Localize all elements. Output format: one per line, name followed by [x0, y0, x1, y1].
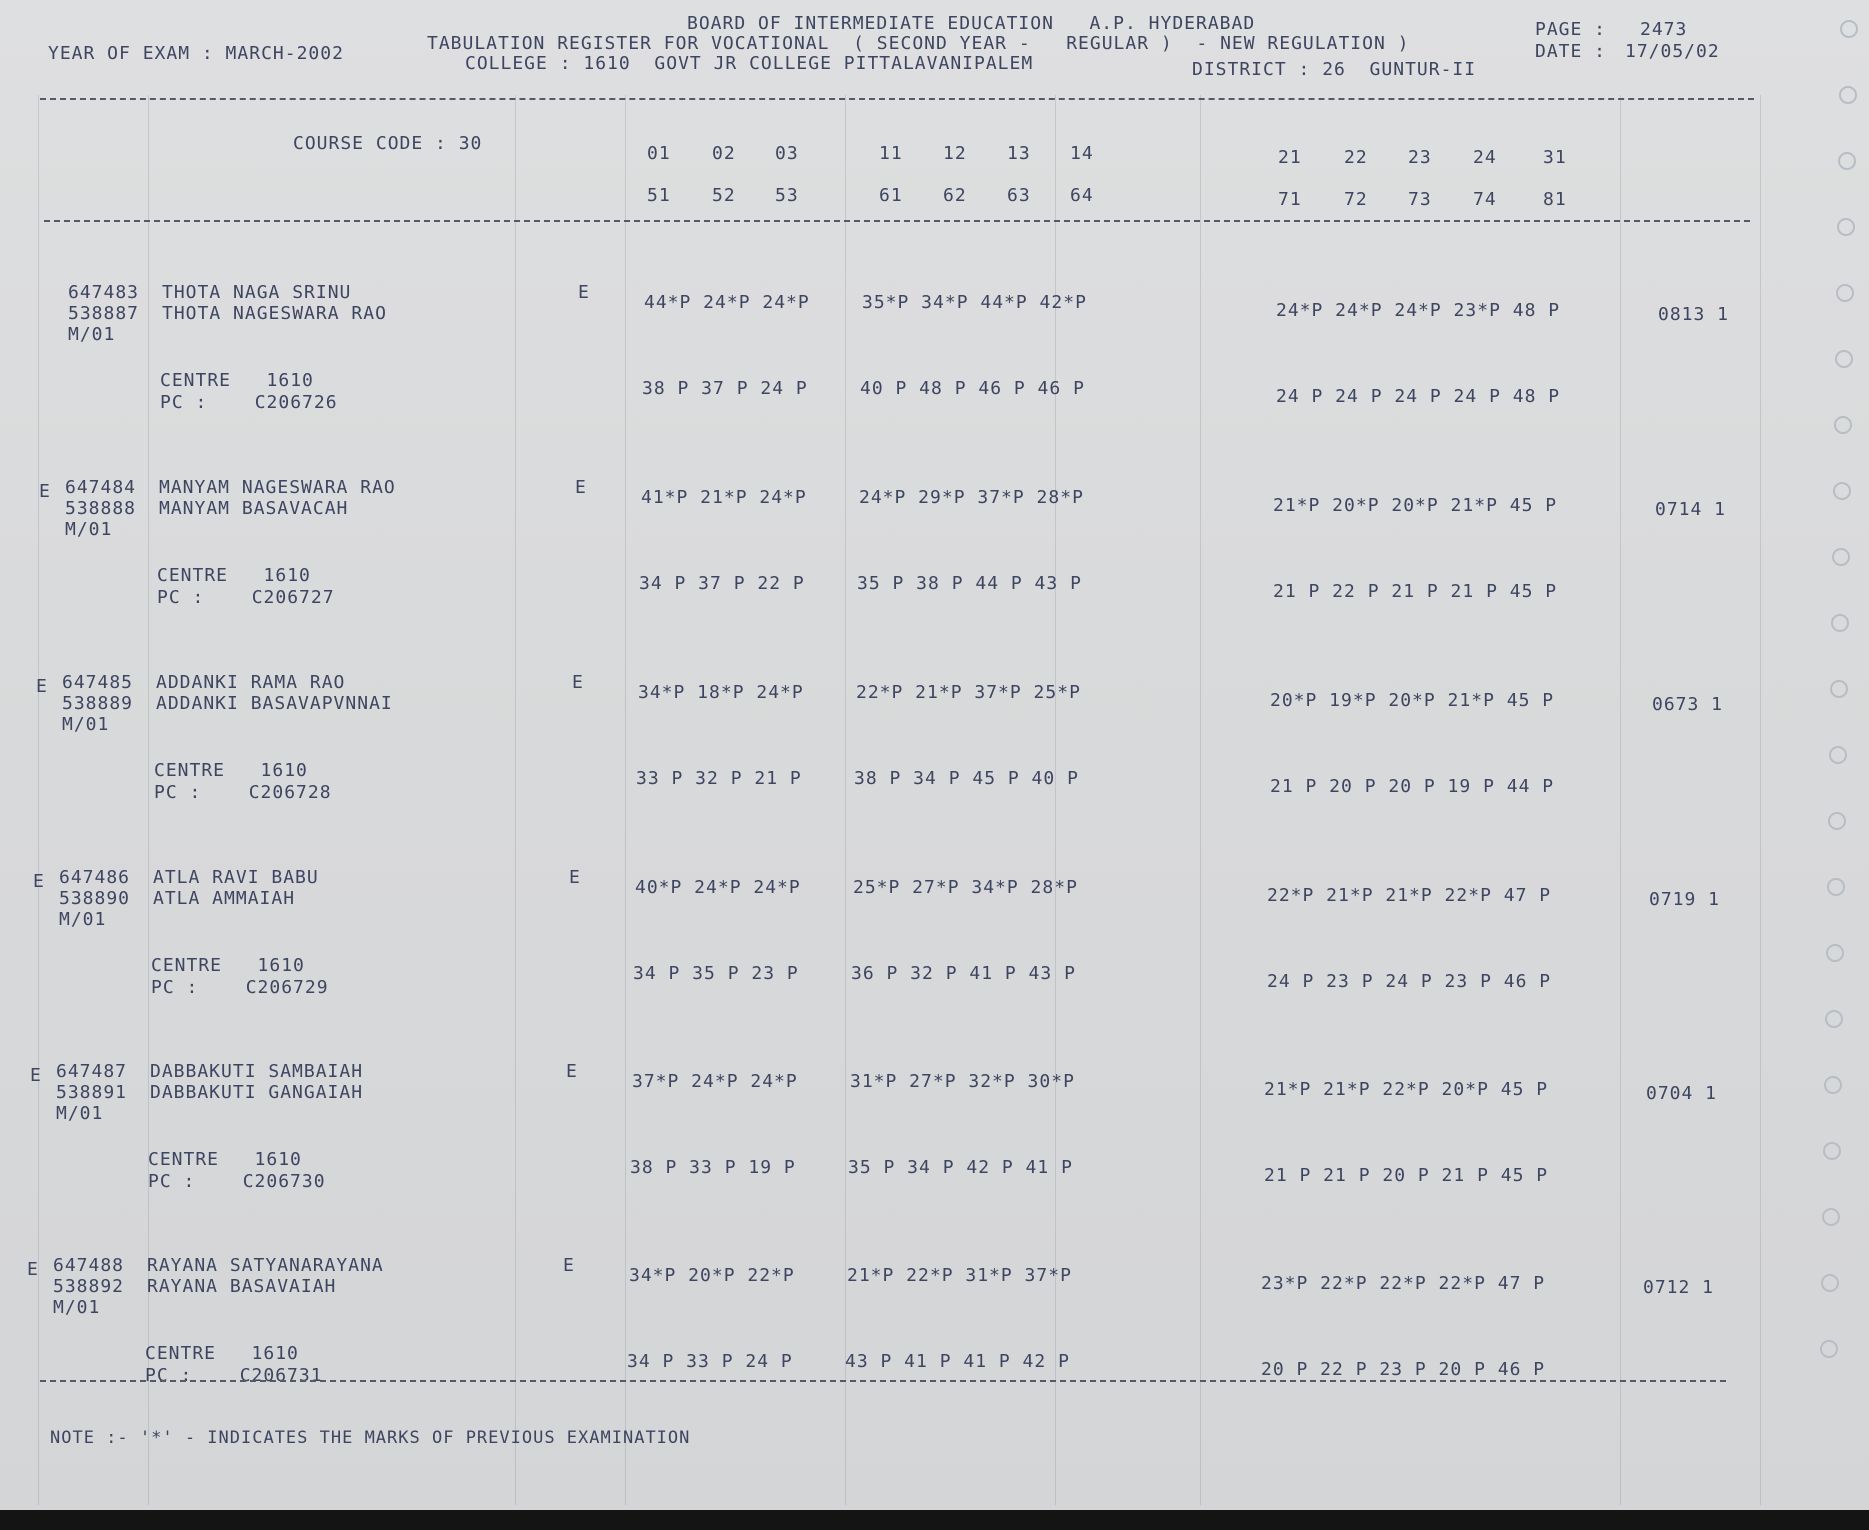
father-name: ADDANKI BASAVAPVNNAI: [156, 693, 393, 714]
father-name: ATLA AMMAIAH: [153, 888, 296, 909]
pc-number: PC : C206727: [157, 587, 335, 608]
marks-second-year-part-a: 34 P 37 P 22 P: [639, 573, 805, 594]
date-label: DATE :: [1535, 41, 1607, 62]
column-code: 52: [712, 185, 736, 206]
column-code: 63: [1007, 185, 1031, 206]
marks-second-year-part-c: 21 P 21 P 20 P 21 P 45 P: [1264, 1165, 1549, 1186]
centre-code: CENTRE 1610: [151, 955, 305, 976]
sprocket-hole: [1821, 1274, 1839, 1292]
marks-first-year-part-a: 40*P 24*P 24*P: [635, 877, 801, 898]
column-code: 72: [1344, 189, 1368, 210]
group-code: M/01: [68, 324, 116, 345]
district-line: DISTRICT : 26 GUNTUR-II: [1192, 59, 1477, 80]
column-code: 21: [1278, 147, 1302, 168]
marks-second-year-part-b: 38 P 34 P 45 P 40 P: [854, 768, 1079, 789]
father-name: DABBAKUTI GANGAIAH: [150, 1082, 364, 1103]
column-code: 62: [943, 185, 967, 206]
college-line: COLLEGE : 1610 GOVT JR COLLEGE PITTALAVANIPALEM: [465, 53, 1034, 74]
hall-ticket-no: 647484: [65, 477, 137, 498]
column-code: 73: [1408, 189, 1432, 210]
hall-ticket-no: 647483: [68, 282, 140, 303]
column-code: 14: [1070, 143, 1094, 164]
column-code: 01: [647, 143, 671, 164]
medium-code: E: [578, 282, 590, 303]
marks-first-year-part-a: 44*P 24*P 24*P: [644, 292, 810, 313]
father-name: THOTA NAGESWARA RAO: [162, 303, 387, 324]
reference-no: 538887: [68, 303, 140, 324]
sprocket-hole: [1834, 416, 1852, 434]
candidate-name: ADDANKI RAMA RAO: [156, 672, 346, 693]
marks-second-year-part-c: 21 P 20 P 20 P 19 P 44 P: [1270, 776, 1555, 797]
footer-divider: [40, 1380, 1726, 1382]
sprocket-hole: [1826, 944, 1844, 962]
record-flag: E: [36, 676, 48, 697]
column-code: 53: [775, 185, 799, 206]
group-code: M/01: [59, 909, 107, 930]
group-code: M/01: [53, 1297, 101, 1318]
sprocket-hole: [1830, 680, 1848, 698]
pc-number: PC : C206728: [154, 782, 332, 803]
column-code: 24: [1473, 147, 1497, 168]
centre-code: CENTRE 1610: [145, 1343, 299, 1364]
board-title: BOARD OF INTERMEDIATE EDUCATION A.P. HYDERABAD: [687, 13, 1256, 34]
group-code: M/01: [56, 1103, 104, 1124]
marks-second-year-part-a: 38 P 37 P 24 P: [642, 378, 808, 399]
hall-ticket-no: 647485: [62, 672, 134, 693]
record-flag: E: [33, 871, 45, 892]
sprocket-hole: [1829, 746, 1847, 764]
sprocket-hole: [1827, 878, 1845, 896]
marks-second-year-part-b: 36 P 32 P 41 P 43 P: [851, 963, 1076, 984]
grand-total: 0712 1: [1643, 1277, 1715, 1298]
column-code: 51: [647, 185, 671, 206]
medium-code: E: [572, 672, 584, 693]
reference-no: 538892: [53, 1276, 125, 1297]
medium-code: E: [569, 867, 581, 888]
pc-number: PC : C206729: [151, 977, 329, 998]
marks-first-year-part-a: 37*P 24*P 24*P: [632, 1071, 798, 1092]
marks-first-year-part-b: 31*P 27*P 32*P 30*P: [850, 1071, 1075, 1092]
column-code: 81: [1543, 189, 1567, 210]
group-code: M/01: [62, 714, 110, 735]
father-name: RAYANA BASAVAIAH: [147, 1276, 337, 1297]
year-of-exam: YEAR OF EXAM : MARCH-2002: [48, 43, 344, 64]
hall-ticket-no: 647486: [59, 867, 131, 888]
table-edge: [0, 1510, 1869, 1530]
pc-number: PC : C206726: [160, 392, 338, 413]
marks-second-year-part-b: 35 P 34 P 42 P 41 P: [848, 1157, 1073, 1178]
sprocket-hole: [1825, 1010, 1843, 1028]
column-code: 31: [1543, 147, 1567, 168]
page-number: 2473: [1640, 19, 1688, 40]
sprocket-hole: [1824, 1076, 1842, 1094]
marks-second-year-part-a: 38 P 33 P 19 P: [630, 1157, 796, 1178]
column-code: 23: [1408, 147, 1432, 168]
marks-second-year-part-a: 33 P 32 P 21 P: [636, 768, 802, 789]
column-code: 03: [775, 143, 799, 164]
record-flag: E: [27, 1259, 39, 1280]
grand-total: 0673 1: [1652, 694, 1724, 715]
centre-code: CENTRE 1610: [157, 565, 311, 586]
marks-first-year-part-c: 23*P 22*P 22*P 22*P 47 P: [1261, 1273, 1546, 1294]
candidate-name: DABBAKUTI SAMBAIAH: [150, 1061, 364, 1082]
marks-first-year-part-a: 41*P 21*P 24*P: [641, 487, 807, 508]
centre-code: CENTRE 1610: [160, 370, 314, 391]
marks-first-year-part-b: 21*P 22*P 31*P 37*P: [847, 1265, 1072, 1286]
footer-note: NOTE :- '*' - INDICATES THE MARKS OF PREVIOUS EXAMINATION: [50, 1428, 691, 1448]
sprocket-hole: [1832, 548, 1850, 566]
sprocket-hole: [1838, 152, 1856, 170]
reference-no: 538889: [62, 693, 134, 714]
record-flag: E: [30, 1065, 42, 1086]
column-code: 22: [1344, 147, 1368, 168]
page-label: PAGE :: [1535, 19, 1607, 40]
column-code: 64: [1070, 185, 1094, 206]
group-code: M/01: [65, 519, 113, 540]
record-flag: E: [39, 481, 51, 502]
marks-second-year-part-a: 34 P 35 P 23 P: [633, 963, 799, 984]
grand-total: 0719 1: [1649, 889, 1721, 910]
course-code: COURSE CODE : 30: [293, 133, 483, 154]
column-header-divider: [44, 220, 1750, 222]
sprocket-hole: [1840, 20, 1858, 38]
sprocket-hole: [1835, 350, 1853, 368]
marks-second-year-part-c: 20 P 22 P 23 P 20 P 46 P: [1261, 1359, 1546, 1380]
centre-code: CENTRE 1610: [148, 1149, 302, 1170]
sprocket-hole: [1823, 1142, 1841, 1160]
marks-first-year-part-c: 20*P 19*P 20*P 21*P 45 P: [1270, 690, 1555, 711]
hall-ticket-no: 647488: [53, 1255, 125, 1276]
column-code: 61: [879, 185, 903, 206]
marks-second-year-part-c: 21 P 22 P 21 P 21 P 45 P: [1273, 581, 1558, 602]
candidate-name: MANYAM NAGESWARA RAO: [159, 477, 396, 498]
medium-code: E: [566, 1061, 578, 1082]
marks-first-year-part-c: 21*P 20*P 20*P 21*P 45 P: [1273, 495, 1558, 516]
column-code: 13: [1007, 143, 1031, 164]
pc-number: PC : C206731: [145, 1365, 323, 1386]
hall-ticket-no: 647487: [56, 1061, 128, 1082]
column-code: 11: [879, 143, 903, 164]
marks-second-year-part-b: 40 P 48 P 46 P 46 P: [860, 378, 1085, 399]
candidate-name: RAYANA SATYANARAYANA: [147, 1255, 384, 1276]
centre-code: CENTRE 1610: [154, 760, 308, 781]
marks-first-year-part-c: 22*P 21*P 21*P 22*P 47 P: [1267, 885, 1552, 906]
medium-code: E: [575, 477, 587, 498]
grand-total: 0704 1: [1646, 1083, 1718, 1104]
candidate-name: ATLA RAVI BABU: [153, 867, 319, 888]
sprocket-hole: [1828, 812, 1846, 830]
sprocket-hole: [1822, 1208, 1840, 1226]
marks-first-year-part-c: 24*P 24*P 24*P 23*P 48 P: [1276, 300, 1561, 321]
sprocket-hole: [1837, 218, 1855, 236]
column-code: 02: [712, 143, 736, 164]
pc-number: PC : C206730: [148, 1171, 326, 1192]
sprocket-hole: [1833, 482, 1851, 500]
reference-no: 538890: [59, 888, 131, 909]
marks-second-year-part-b: 35 P 38 P 44 P 43 P: [857, 573, 1082, 594]
reference-no: 538888: [65, 498, 137, 519]
date-value: 17/05/02: [1625, 41, 1720, 62]
marks-first-year-part-b: 22*P 21*P 37*P 25*P: [856, 682, 1081, 703]
marks-second-year-part-b: 43 P 41 P 41 P 42 P: [845, 1351, 1070, 1372]
reference-no: 538891: [56, 1082, 128, 1103]
sprocket-hole: [1839, 86, 1857, 104]
marks-second-year-part-c: 24 P 24 P 24 P 24 P 48 P: [1276, 386, 1561, 407]
marks-first-year-part-b: 25*P 27*P 34*P 28*P: [853, 877, 1078, 898]
header-divider: [40, 98, 1754, 100]
marks-first-year-part-b: 35*P 34*P 44*P 42*P: [862, 292, 1087, 313]
medium-code: E: [563, 1255, 575, 1276]
sprocket-hole: [1831, 614, 1849, 632]
column-code: 12: [943, 143, 967, 164]
marks-first-year-part-b: 24*P 29*P 37*P 28*P: [859, 487, 1084, 508]
candidate-name: THOTA NAGA SRINU: [162, 282, 352, 303]
sprocket-hole: [1820, 1340, 1838, 1358]
marks-first-year-part-c: 21*P 21*P 22*P 20*P 45 P: [1264, 1079, 1549, 1100]
column-code: 74: [1473, 189, 1497, 210]
register-title: TABULATION REGISTER FOR VOCATIONAL ( SECOND YEAR - REGULAR ) - NEW REGULATION ): [427, 33, 1410, 54]
sprocket-hole: [1836, 284, 1854, 302]
column-code: 71: [1278, 189, 1302, 210]
marks-second-year-part-c: 24 P 23 P 24 P 23 P 46 P: [1267, 971, 1552, 992]
grand-total: 0813 1: [1658, 304, 1730, 325]
marks-first-year-part-a: 34*P 20*P 22*P: [629, 1265, 795, 1286]
grand-total: 0714 1: [1655, 499, 1727, 520]
marks-second-year-part-a: 34 P 33 P 24 P: [627, 1351, 793, 1372]
father-name: MANYAM BASAVACAH: [159, 498, 349, 519]
marks-first-year-part-a: 34*P 18*P 24*P: [638, 682, 804, 703]
